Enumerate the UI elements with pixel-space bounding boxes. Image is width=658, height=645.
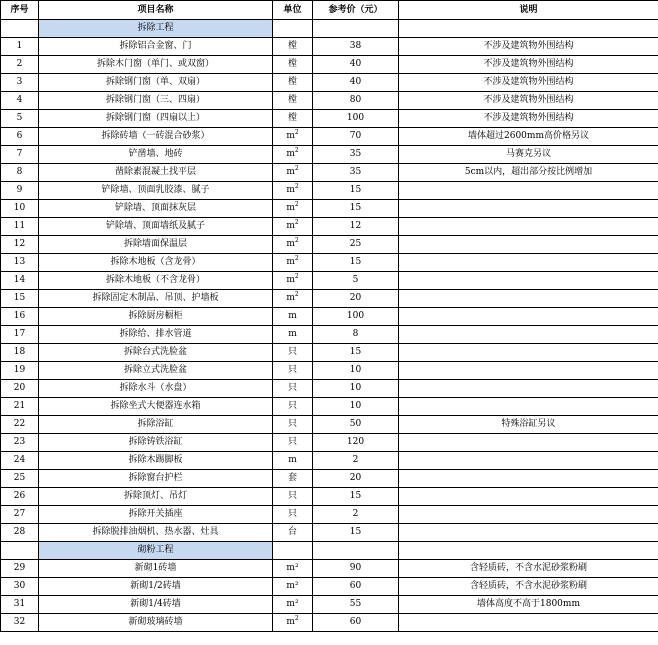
unit-text: m — [286, 203, 295, 213]
unit-text: m² — [286, 563, 299, 573]
cell-note: 不涉及建筑物外围结构 — [399, 38, 658, 56]
cell-note: 墙体高度不高于1800mm — [399, 596, 658, 614]
cell-note — [399, 308, 658, 326]
cell-name: 拆除厨房橱柜 — [39, 308, 273, 326]
table-row — [1, 416, 658, 434]
table-row — [1, 236, 658, 254]
cell-unit — [273, 164, 313, 182]
table-row — [1, 506, 658, 524]
cell-name: 拆除木门窗（单门、或双窗） — [39, 56, 273, 74]
cell-seq: 9 — [1, 182, 39, 200]
cell-unit — [273, 74, 313, 92]
cell-price: 60 — [313, 578, 399, 596]
table-row — [1, 434, 658, 452]
table-row — [1, 218, 658, 236]
table-body — [1, 20, 658, 632]
cell-note — [399, 200, 658, 218]
table-row — [1, 308, 658, 326]
cell-seq: 3 — [1, 74, 39, 92]
unit-text: 只 — [287, 383, 297, 393]
cell-name: 拆除立式洗脸盆 — [39, 362, 273, 380]
unit-superscript: 2 — [294, 165, 299, 172]
cell-seq: 30 — [1, 578, 39, 596]
cell-price: 35 — [313, 164, 399, 182]
cell-price: 12 — [313, 218, 399, 236]
cell-name: 拆除给、排水管道 — [39, 326, 273, 344]
unit-text: m — [288, 455, 297, 465]
cell-unit — [273, 470, 313, 488]
cell-seq: 2 — [1, 56, 39, 74]
cell-name: 拆除钢门窗（三、四扇） — [39, 92, 273, 110]
cell-note: 5cm以内，超出部分按比例增加 — [399, 164, 658, 182]
cell-seq: 18 — [1, 344, 39, 362]
unit-text: 台 — [287, 527, 297, 537]
cell-price: 120 — [313, 434, 399, 452]
unit-superscript: 2 — [294, 183, 299, 190]
cell-name: 新砌1/2砖墙 — [39, 578, 273, 596]
unit-superscript: 2 — [294, 129, 299, 136]
section-empty-cell — [313, 542, 399, 560]
unit-text: m — [286, 131, 295, 141]
cell-seq: 4 — [1, 92, 39, 110]
cell-note: 墙体超过2600mm高价格另议 — [399, 128, 658, 146]
cell-unit — [273, 56, 313, 74]
cell-seq: 14 — [1, 272, 39, 290]
cell-unit — [273, 308, 313, 326]
cell-seq: 10 — [1, 200, 39, 218]
cell-seq: 17 — [1, 326, 39, 344]
cell-name: 拆除脱排油烟机、热水器、灶具 — [39, 524, 273, 542]
cell-note — [399, 398, 658, 416]
cell-unit — [273, 254, 313, 272]
cell-note — [399, 218, 658, 236]
cell-unit — [273, 614, 313, 632]
cell-price: 90 — [313, 560, 399, 578]
unit-text: 樘 — [287, 95, 297, 105]
cell-seq: 15 — [1, 290, 39, 308]
table-row — [1, 290, 658, 308]
header-unit: 单位 — [273, 1, 313, 20]
unit-text: m — [286, 617, 295, 627]
cell-unit — [273, 416, 313, 434]
cell-unit — [273, 578, 313, 596]
table-row — [1, 164, 658, 182]
cell-note — [399, 488, 658, 506]
unit-text: m — [286, 167, 295, 177]
cell-unit — [273, 380, 313, 398]
cell-unit — [273, 488, 313, 506]
cell-seq: 6 — [1, 128, 39, 146]
cell-note: 不涉及建筑物外围结构 — [399, 110, 658, 128]
unit-text: m — [286, 293, 295, 303]
cell-unit — [273, 110, 313, 128]
table-row — [1, 614, 658, 632]
unit-text: m — [286, 149, 295, 159]
cell-note: 不涉及建筑物外围结构 — [399, 56, 658, 74]
cell-price: 2 — [313, 452, 399, 470]
table-row — [1, 146, 658, 164]
cell-note: 含轻质砖，不含水泥砂浆粉刷 — [399, 578, 658, 596]
cell-note — [399, 272, 658, 290]
table-row — [1, 92, 658, 110]
table-row — [1, 596, 658, 614]
cell-seq: 19 — [1, 362, 39, 380]
cell-seq: 25 — [1, 470, 39, 488]
unit-text: 樘 — [287, 41, 297, 51]
cell-seq: 32 — [1, 614, 39, 632]
cell-name: 拆除坐式大便器连水箱 — [39, 398, 273, 416]
unit-text: 樘 — [287, 113, 297, 123]
table-row — [1, 74, 658, 92]
section-title: 拆除工程 — [39, 20, 273, 38]
cell-name: 拆除水斗（水盘） — [39, 380, 273, 398]
unit-text: m — [286, 221, 295, 231]
cell-price: 5 — [313, 272, 399, 290]
cell-note — [399, 506, 658, 524]
unit-text: 只 — [287, 419, 297, 429]
cell-price: 15 — [313, 524, 399, 542]
cell-price: 10 — [313, 362, 399, 380]
section-row — [1, 542, 658, 560]
section-empty-cell — [399, 20, 658, 38]
cell-note: 不涉及建筑物外围结构 — [399, 92, 658, 110]
cell-seq: 20 — [1, 380, 39, 398]
cell-seq: 23 — [1, 434, 39, 452]
cell-name: 拆除固定木制品、吊顶、护墙板 — [39, 290, 273, 308]
unit-text: m — [288, 329, 297, 339]
cell-name: 铲凿墙、地砖 — [39, 146, 273, 164]
table-row — [1, 110, 658, 128]
table-row — [1, 398, 658, 416]
cell-price: 20 — [313, 470, 399, 488]
unit-text: 只 — [287, 509, 297, 519]
cell-seq: 12 — [1, 236, 39, 254]
table-row — [1, 578, 658, 596]
unit-superscript: 2 — [294, 219, 299, 226]
unit-superscript: 2 — [294, 201, 299, 208]
header-name: 项目名称 — [39, 1, 273, 20]
cell-seq: 13 — [1, 254, 39, 272]
cell-seq: 11 — [1, 218, 39, 236]
cell-note — [399, 380, 658, 398]
header-price: 参考价（元） — [313, 1, 399, 20]
cell-price: 55 — [313, 596, 399, 614]
cell-price: 60 — [313, 614, 399, 632]
cell-name: 拆除浴缸 — [39, 416, 273, 434]
unit-text: 套 — [287, 473, 297, 483]
cell-price: 8 — [313, 326, 399, 344]
cell-name: 凿除素混凝土找平层 — [39, 164, 273, 182]
header-seq: 序号 — [1, 1, 39, 20]
cell-price: 35 — [313, 146, 399, 164]
cell-price: 38 — [313, 38, 399, 56]
cell-seq: 26 — [1, 488, 39, 506]
cell-seq: 31 — [1, 596, 39, 614]
cell-seq: 27 — [1, 506, 39, 524]
cell-note — [399, 290, 658, 308]
cell-name: 拆除窗台护栏 — [39, 470, 273, 488]
cell-unit — [273, 218, 313, 236]
table-row — [1, 200, 658, 218]
unit-text: m² — [286, 599, 299, 609]
unit-text: 只 — [287, 491, 297, 501]
table-row — [1, 380, 658, 398]
table-row — [1, 452, 658, 470]
table-row — [1, 470, 658, 488]
cell-price: 20 — [313, 290, 399, 308]
cell-name: 拆除钢门窗（四扇以上） — [39, 110, 273, 128]
cell-note: 含轻质砖，不含水泥砂浆粉刷 — [399, 560, 658, 578]
cell-name: 拆除砖墙（一砖混合砂浆） — [39, 128, 273, 146]
cell-name: 铲除墙、顶面乳胶漆、腻子 — [39, 182, 273, 200]
cell-price: 15 — [313, 488, 399, 506]
unit-text: m — [286, 275, 295, 285]
cell-price: 40 — [313, 56, 399, 74]
cell-unit — [273, 362, 313, 380]
table-row — [1, 344, 658, 362]
cell-price: 15 — [313, 344, 399, 362]
unit-text: m — [286, 185, 295, 195]
cell-name: 拆除木踢脚板 — [39, 452, 273, 470]
cell-price: 25 — [313, 236, 399, 254]
cell-unit — [273, 326, 313, 344]
header-row — [1, 1, 658, 20]
cell-note — [399, 434, 658, 452]
cell-seq: 22 — [1, 416, 39, 434]
cell-unit — [273, 200, 313, 218]
cell-name: 铲除墙、顶面抹灰层 — [39, 200, 273, 218]
cell-name: 新砌1砖墙 — [39, 560, 273, 578]
cell-price: 100 — [313, 308, 399, 326]
cell-unit — [273, 560, 313, 578]
section-empty-cell — [313, 20, 399, 38]
header-note: 说明 — [399, 1, 658, 20]
cell-price: 10 — [313, 398, 399, 416]
unit-text: 只 — [287, 365, 297, 375]
cell-seq: 1 — [1, 38, 39, 56]
unit-superscript: 2 — [294, 255, 299, 262]
section-empty-cell — [273, 20, 313, 38]
unit-text: 只 — [287, 437, 297, 447]
cell-name: 拆除顶灯、吊灯 — [39, 488, 273, 506]
cell-unit — [273, 596, 313, 614]
section-empty-cell — [273, 542, 313, 560]
cell-price: 15 — [313, 200, 399, 218]
section-seq-cell — [1, 20, 39, 38]
cell-note: 不涉及建筑物外围结构 — [399, 74, 658, 92]
unit-superscript: 2 — [294, 237, 299, 244]
table-row — [1, 56, 658, 74]
table-row — [1, 560, 658, 578]
cell-note: 马赛克另议 — [399, 146, 658, 164]
table-row — [1, 488, 658, 506]
cell-unit — [273, 290, 313, 308]
cell-unit — [273, 236, 313, 254]
table-row — [1, 128, 658, 146]
table-row — [1, 524, 658, 542]
section-row — [1, 20, 658, 38]
cell-unit — [273, 344, 313, 362]
unit-superscript: 2 — [294, 273, 299, 280]
cell-note — [399, 182, 658, 200]
cell-note — [399, 452, 658, 470]
table-row — [1, 38, 658, 56]
cell-price: 70 — [313, 128, 399, 146]
section-seq-cell — [1, 542, 39, 560]
cell-name: 新砌玻璃砖墙 — [39, 614, 273, 632]
cell-unit — [273, 434, 313, 452]
cell-note — [399, 326, 658, 344]
cell-price: 10 — [313, 380, 399, 398]
table-row — [1, 272, 658, 290]
unit-text: m — [288, 311, 297, 321]
cell-unit — [273, 146, 313, 164]
cell-name: 拆除墙面保温层 — [39, 236, 273, 254]
cell-unit — [273, 524, 313, 542]
cell-price: 80 — [313, 92, 399, 110]
cell-name: 拆除钢门窗（单、双扇） — [39, 74, 273, 92]
unit-text: m — [286, 239, 295, 249]
cell-note — [399, 470, 658, 488]
cell-name: 拆除木地板（含龙骨） — [39, 254, 273, 272]
unit-text: 只 — [287, 401, 297, 411]
cell-price: 100 — [313, 110, 399, 128]
cell-unit — [273, 272, 313, 290]
cell-name: 拆除木地板（不含龙骨） — [39, 272, 273, 290]
cell-name: 拆除台式洗脸盆 — [39, 344, 273, 362]
cell-unit — [273, 506, 313, 524]
unit-text: 樘 — [287, 77, 297, 87]
cell-note — [399, 524, 658, 542]
unit-text: 樘 — [287, 59, 297, 69]
unit-superscript: 2 — [294, 291, 299, 298]
section-title: 砌粉工程 — [39, 542, 273, 560]
unit-superscript: 2 — [294, 147, 299, 154]
cell-note — [399, 254, 658, 272]
unit-text: m² — [286, 581, 299, 591]
cell-seq: 29 — [1, 560, 39, 578]
table-row — [1, 362, 658, 380]
cell-price: 2 — [313, 506, 399, 524]
cell-unit — [273, 452, 313, 470]
cell-seq: 16 — [1, 308, 39, 326]
section-empty-cell — [399, 542, 658, 560]
cell-price: 15 — [313, 254, 399, 272]
cell-seq: 7 — [1, 146, 39, 164]
table-row — [1, 182, 658, 200]
cell-unit — [273, 38, 313, 56]
cell-seq: 21 — [1, 398, 39, 416]
cell-name: 拆除铝合金窗、门 — [39, 38, 273, 56]
cell-seq: 8 — [1, 164, 39, 182]
cell-unit — [273, 182, 313, 200]
cell-seq: 5 — [1, 110, 39, 128]
cell-seq: 28 — [1, 524, 39, 542]
cell-unit — [273, 92, 313, 110]
cell-name: 铲除墙、顶面墙纸及腻子 — [39, 218, 273, 236]
cell-note — [399, 344, 658, 362]
cell-note — [399, 362, 658, 380]
table-row — [1, 254, 658, 272]
cell-name: 拆除开关插座 — [39, 506, 273, 524]
cell-unit — [273, 128, 313, 146]
table-row — [1, 326, 658, 344]
cell-unit — [273, 398, 313, 416]
cell-name: 拆除铸铁浴缸 — [39, 434, 273, 452]
cell-price: 15 — [313, 182, 399, 200]
cell-note: 特殊浴缸另议 — [399, 416, 658, 434]
cell-name: 新砌1/4砖墙 — [39, 596, 273, 614]
cell-note — [399, 236, 658, 254]
cell-price: 40 — [313, 74, 399, 92]
unit-superscript: 2 — [294, 615, 299, 622]
cell-note — [399, 614, 658, 632]
cell-price: 50 — [313, 416, 399, 434]
unit-text: m — [286, 257, 295, 267]
unit-text: 只 — [287, 347, 297, 357]
cell-seq: 24 — [1, 452, 39, 470]
